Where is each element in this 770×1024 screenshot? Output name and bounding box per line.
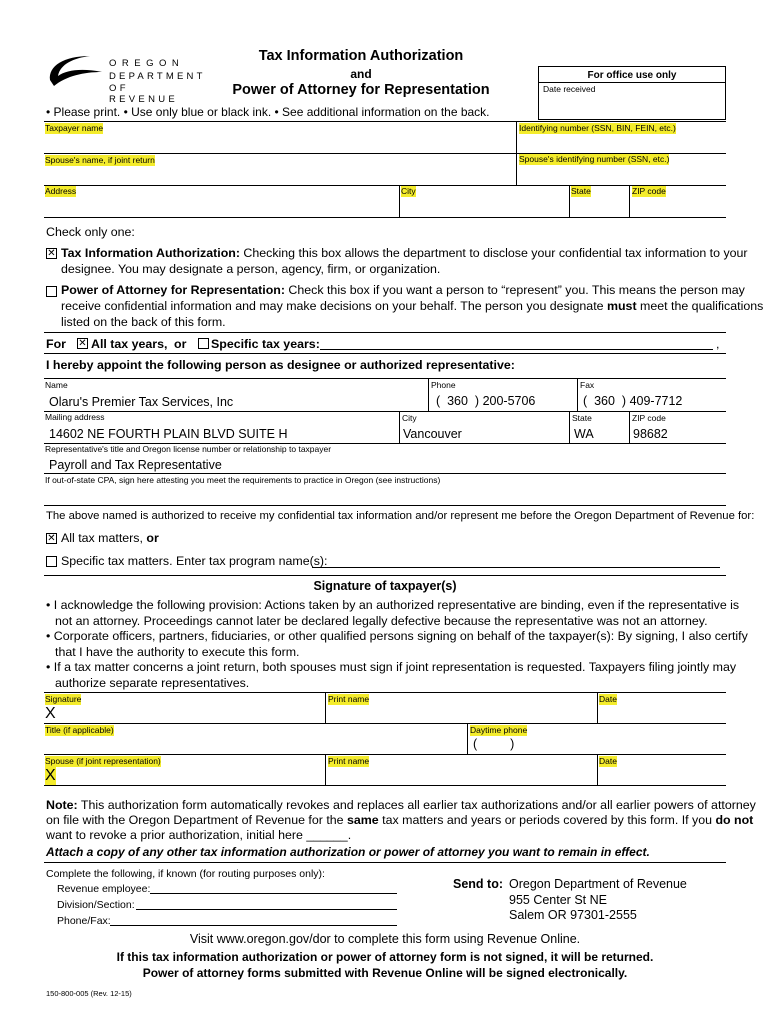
phone-area: 360	[447, 394, 468, 408]
rule	[44, 723, 726, 724]
divider	[577, 378, 578, 411]
specific-tax-years-input[interactable]	[320, 334, 713, 350]
state-label: State	[571, 186, 591, 196]
identifying-number-input[interactable]	[519, 135, 724, 153]
instructions: • Please print. • Use only blue or black ink. • See additional information on the back.	[46, 105, 490, 119]
identifying-number-label: Identifying number (SSN, BIN, FEIN, etc.)	[519, 123, 676, 133]
rule	[44, 692, 726, 693]
logo-line-2: DEPARTMENT	[109, 71, 206, 82]
office-use-label: For office use only	[539, 67, 725, 83]
poa-text-must: must	[606, 299, 637, 313]
specific-tax-matters-label: Specific tax matters. Enter tax program name(s):	[61, 554, 328, 568]
daytime-phone-label: Daytime phone	[470, 725, 528, 735]
specific-tax-years-label: Specific tax years:	[211, 337, 320, 351]
divider	[629, 411, 630, 443]
tia-text-line1	[61, 245, 748, 261]
fax-number: 409-7712	[629, 394, 683, 408]
spouse-print-name-input[interactable]	[328, 768, 594, 784]
poa-text: Check this box if you want a person to “represent” you. This means the person may	[284, 283, 745, 297]
rule	[44, 785, 726, 786]
routing-intro: Complete the following, if known (for routing purposes only):	[46, 868, 325, 880]
city-label: City	[401, 186, 416, 196]
phone-value[interactable]: ( 360 ) 200-5706	[436, 394, 536, 408]
electronic-notice: Power of attorney forms submitted with Revenue Online will be signed electronically.	[142, 966, 628, 980]
taxpayer-name-input[interactable]	[45, 135, 513, 153]
attach-notice: Attach a copy of any other tax information authorization or power of attorney you want to remain in effect.	[46, 845, 650, 859]
divider	[467, 723, 468, 754]
rep-title[interactable]: Payroll and Tax Representative	[49, 458, 222, 472]
note-line3: want to revoke a prior authorization, initial here ______.	[46, 828, 352, 842]
logo-line-1: OREGON	[109, 58, 185, 69]
rule	[44, 575, 726, 576]
poa-text-line3: listed on the back of this form.	[61, 315, 226, 329]
designee-name[interactable]: Olaru's Premier Tax Services, Inc	[49, 395, 234, 409]
designee-state[interactable]: WA	[574, 427, 594, 441]
form-subtitle: Power of Attorney for Representation	[232, 82, 490, 98]
specific-tax-matters-checkbox[interactable]	[46, 556, 57, 567]
designee-zip[interactable]: 98682	[633, 427, 668, 441]
date-input[interactable]	[599, 706, 724, 722]
rule	[44, 505, 726, 506]
signature-heading: Signature of taxpayer(s)	[313, 579, 457, 593]
all-tax-matters-text: All tax matters,	[61, 531, 147, 545]
zip-input[interactable]	[632, 198, 724, 216]
phone-number: 200-5706	[482, 394, 536, 408]
poa-text-2a: receive confidential information and may make decisions on your behalf. The person you designate	[61, 299, 607, 313]
note-do-not: do not	[715, 813, 754, 827]
note-text-2c: tax matters and years or periods covered by this form. If you	[378, 813, 716, 827]
note-same: same	[347, 813, 379, 827]
rule	[44, 332, 726, 333]
rule	[44, 862, 726, 863]
tia-text-line2: designee. You may designate a person, agency, firm, or organization.	[61, 262, 441, 276]
divider	[428, 378, 429, 411]
division-input[interactable]	[136, 896, 397, 910]
mailing-address-label: Mailing address	[45, 412, 105, 422]
zip-label: ZIP code	[632, 186, 666, 196]
ack-bullet-3a: • If a tax matter concerns a joint return, both spouses must sign if joint representation is requested. Taxpayers filing jointly may	[46, 660, 737, 674]
divider	[399, 411, 400, 443]
city-input[interactable]	[401, 198, 566, 216]
spouse-signature-x[interactable]: X	[45, 767, 56, 784]
logo-swoosh-icon	[44, 50, 108, 94]
visit-online: Visit www.oregon.gov/dor to complete this form using Revenue Online.	[189, 932, 581, 946]
title-label: Title (if applicable)	[45, 725, 114, 735]
poa-checkbox[interactable]	[46, 286, 57, 297]
divider	[629, 185, 630, 217]
designee-city[interactable]: Vancouver	[403, 427, 462, 441]
paren-open: (	[473, 737, 478, 751]
revenue-employee-label: Revenue employee:	[57, 883, 151, 895]
fax-value[interactable]: ( 360 ) 409-7712	[583, 394, 683, 408]
send-to-line2: 955 Center St NE	[509, 893, 607, 907]
form-number: 150-800-005 (Rev. 12-15)	[46, 989, 132, 998]
divider	[325, 754, 326, 785]
designee-state-label: State	[572, 413, 592, 423]
ack-bullet-3b: authorize separate representatives.	[55, 676, 250, 690]
divider	[597, 692, 598, 723]
ack-bullet-1b: not an attorney. Proceedings cannot later be declared legally defective because the representative was not an attorney.	[55, 614, 708, 628]
note-line2	[46, 812, 753, 828]
divider	[597, 754, 598, 785]
spouse-date-input[interactable]	[599, 768, 724, 784]
signature-x[interactable]: X	[45, 705, 56, 722]
rule	[44, 121, 726, 122]
all-tax-matters-checkbox[interactable]: ✕	[47, 533, 56, 544]
daytime-phone-parens[interactable]	[473, 737, 514, 751]
not-signed-notice: If this tax information authorization or power of attorney form is not signed, it will be returned.	[116, 950, 654, 964]
phone-fax-input[interactable]	[110, 912, 397, 926]
note-line1	[46, 797, 756, 813]
taxpayer-name-label: Taxpayer name	[45, 123, 104, 133]
phone-label: Phone	[431, 380, 456, 390]
spouse-date-label: Date	[599, 756, 617, 766]
appoint-heading: I hereby appoint the following person as designee or authorized representative:	[46, 358, 515, 372]
rule	[44, 185, 726, 186]
all-tax-years-label: All tax years,	[91, 337, 168, 351]
specific-tax-matters-input[interactable]	[312, 552, 720, 568]
spouse-name-input[interactable]	[45, 167, 513, 185]
rule	[44, 378, 726, 379]
fax-label: Fax	[580, 380, 595, 390]
signature-label: Signature	[45, 694, 82, 704]
logo-line-3: OF REVENUE	[109, 83, 179, 105]
address-label: Address	[45, 186, 77, 196]
tia-checkbox[interactable]: ✕	[47, 248, 56, 259]
send-to-line1: Oregon Department of Revenue	[509, 877, 687, 891]
rep-title-label: Representative's title and Oregon license number or relationship to taxpayer	[45, 444, 332, 454]
form-title-and: and	[350, 67, 372, 81]
tia-title: Tax Information Authorization:	[61, 246, 240, 260]
rule	[44, 473, 726, 474]
send-to-line3: Salem OR 97301-2555	[509, 908, 637, 922]
or-label: or	[174, 337, 187, 351]
rule	[44, 411, 726, 412]
all-tax-years-checkbox[interactable]: ✕	[78, 338, 87, 349]
paren-close: )	[510, 737, 515, 751]
all-tax-matters-or: or	[146, 531, 159, 545]
rule	[44, 217, 726, 218]
divider	[325, 692, 326, 723]
office-use-box	[538, 66, 726, 120]
spouse-print-name-label: Print name	[328, 756, 370, 766]
division-label: Division/Section:	[57, 899, 135, 911]
years-comma: ,	[716, 337, 720, 351]
divider	[569, 411, 570, 443]
spouse-id-label: Spouse's identifying number (SSN, etc.)	[519, 154, 670, 164]
oregon-dor-logo	[44, 50, 206, 105]
form-title: Tax Information Authorization	[258, 48, 464, 64]
poa-text-line1	[61, 282, 745, 298]
check-only-one: Check only one:	[46, 225, 135, 239]
date-received-label: Date received	[543, 84, 596, 94]
date-label: Date	[599, 694, 617, 704]
ack-bullet-2a: • Corporate officers, partners, fiduciaries, or other qualified persons signing on behalf of the taxpayer(s): By signing, I also certify	[46, 629, 748, 643]
print-name-label: Print name	[328, 694, 370, 704]
rule	[44, 353, 726, 354]
designee-zip-label: ZIP code	[632, 413, 666, 423]
poa-text-2c: meet the qualifications	[636, 299, 764, 313]
cpa-signature-input[interactable]	[45, 487, 724, 504]
designee-name-label: Name	[45, 380, 68, 390]
spouse-id-input[interactable]	[519, 167, 724, 185]
print-name-input[interactable]	[328, 706, 594, 722]
tia-text: Checking this box allows the department to disclose your confidential tax information to your	[239, 246, 748, 260]
send-to-label: Send to:	[453, 877, 503, 891]
ack-bullet-2b: that I have the authority to execute this form.	[55, 645, 300, 659]
poa-text-line2	[61, 298, 763, 314]
fax-area: 360	[594, 394, 615, 408]
authorized-text: The above named is authorized to receive my confidential tax information and/or represent me before the Oregon Department of Revenue for:	[46, 510, 755, 522]
note-text-2a: on file with the Oregon Department of Revenue for the	[46, 813, 347, 827]
mailing-address[interactable]: 14602 NE FOURTH PLAIN BLVD SUITE H	[49, 427, 288, 441]
spouse-signature-label: Spouse (if joint representation)	[45, 756, 161, 766]
ack-bullet-1a: • I acknowledge the following provision: Actions taken by an authorized representative are binding, even if the representative is	[46, 598, 740, 612]
phone-fax-label: Phone/Fax:	[57, 915, 111, 927]
spouse-name-label: Spouse's name, if joint return	[45, 155, 155, 165]
revenue-employee-input[interactable]	[150, 880, 397, 894]
title-input[interactable]	[45, 737, 463, 753]
divider	[569, 185, 570, 217]
rule	[44, 754, 726, 755]
cpa-note: If out-of-state CPA, sign here attesting you meet the requirements to practice in Oregon (see instructions)	[45, 475, 441, 485]
specific-tax-years-checkbox[interactable]	[198, 338, 209, 349]
poa-title: Power of Attorney for Representation:	[61, 283, 285, 297]
designee-city-label: City	[402, 413, 417, 423]
for-label: For	[46, 337, 66, 351]
address-input[interactable]	[45, 198, 395, 216]
all-tax-matters-label	[61, 530, 159, 546]
state-input[interactable]	[571, 198, 627, 216]
divider	[399, 185, 400, 217]
note-text-1: This authorization form automatically revokes and replaces all earlier tax authorizations and/or all earlier powers of attorney	[77, 798, 756, 812]
note-label: Note:	[46, 798, 78, 812]
